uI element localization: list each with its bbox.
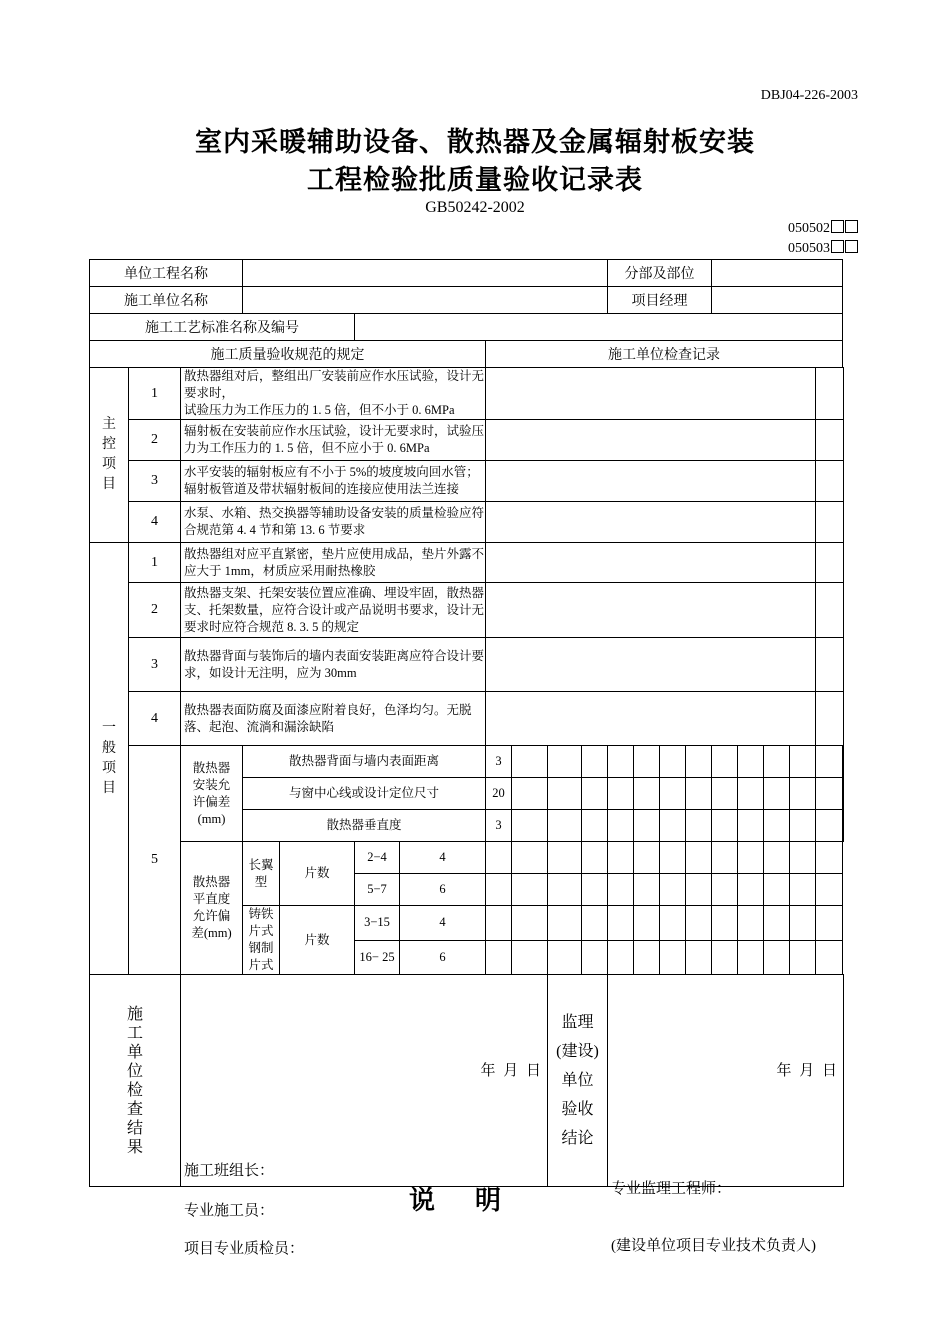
main-item-text: 水泵、水箱、热交换器等辅助设备安装的质量检验应符合规范第 4. 4 节和第 13. 6 节要求: [181, 502, 486, 543]
measure-cell[interactable]: [843, 746, 844, 778]
measure-cell[interactable]: [843, 778, 844, 810]
allowed-deviation-value: 6: [400, 874, 486, 906]
deviation-item-label: 散热器垂直度: [243, 810, 486, 842]
measure-cell[interactable]: [512, 906, 548, 941]
measure-cell[interactable]: [548, 746, 582, 778]
main-item-text: 水平安装的辐射板应有不小于 5%的坡度坡向回水管；辐射板管道及带状辐射板间的连接应使用法兰连接: [181, 461, 486, 502]
measure-cell[interactable]: [486, 842, 512, 874]
measure-cell[interactable]: [686, 940, 712, 975]
measure-cell[interactable]: [738, 746, 764, 778]
general-item-no: 3: [129, 638, 181, 692]
measure-cell[interactable]: [634, 874, 660, 906]
general-item-record[interactable]: [486, 692, 816, 746]
sub-division-field[interactable]: [712, 260, 843, 287]
pieces-range: 3−15: [355, 906, 400, 941]
measure-cell[interactable]: [816, 842, 843, 874]
measure-cell[interactable]: [712, 778, 738, 810]
project-manager-label: 项目经理: [608, 287, 712, 314]
install-deviation-label: 散热器 安装允 许偏差 (mm): [181, 746, 243, 842]
qc-label: 项目专业质检员：: [184, 1240, 305, 1257]
measure-cell[interactable]: [548, 906, 582, 941]
measure-cell[interactable]: [660, 746, 686, 778]
allowed-deviation-value: 6: [400, 940, 486, 975]
measure-cell[interactable]: [764, 874, 790, 906]
measure-cell[interactable]: [608, 778, 634, 810]
measure-cell[interactable]: [790, 778, 816, 810]
label-char: 果: [126, 1138, 143, 1156]
measure-cell[interactable]: [816, 874, 843, 906]
measure-cell[interactable]: [738, 778, 764, 810]
main-item-record[interactable]: [486, 502, 816, 543]
label-line: 单位: [561, 1072, 594, 1089]
label-char: 位: [126, 1062, 143, 1080]
general-item-record[interactable]: [486, 583, 816, 638]
measure-cell[interactable]: [608, 940, 634, 975]
label-line: 监理: [561, 1014, 594, 1031]
measure-cell[interactable]: [686, 842, 712, 874]
general-item-text: 散热器支架、托架安装位置应准确、埋设牢固，散热器支、托架数量，应符合设计或产品说明书要求，设计无要求时应符合规范 8. 3. 5 的规定: [181, 583, 486, 638]
spec-column-header: 施工质量验收规范的规定: [90, 341, 486, 368]
project-manager-field[interactable]: [712, 287, 843, 314]
general-item-result[interactable]: [816, 692, 844, 746]
general-items-group-label: [90, 543, 129, 975]
measure-cell[interactable]: [764, 810, 790, 842]
general-item-result[interactable]: [816, 638, 844, 692]
measure-cell[interactable]: [712, 746, 738, 778]
label-line: (建设): [556, 1043, 599, 1060]
main-item-record[interactable]: [486, 461, 816, 502]
main-item-result[interactable]: [816, 461, 844, 502]
deviation-item-label: 与窗中心线或设计定位尺寸: [243, 778, 486, 810]
label-line: 验收: [561, 1101, 594, 1118]
process-standard-label: 施工工艺标准名称及编号: [90, 314, 355, 341]
measure-cell[interactable]: [712, 842, 738, 874]
main-item-result[interactable]: [816, 502, 844, 543]
measure-cell[interactable]: [512, 940, 548, 975]
constructor-label: 施工单位名称: [90, 287, 243, 314]
explanation-title: 说明: [408, 1186, 541, 1215]
process-standard-field[interactable]: [355, 314, 843, 341]
checkbox-square[interactable]: [845, 240, 858, 253]
general-item-result[interactable]: [816, 583, 844, 638]
measure-cell[interactable]: [634, 778, 660, 810]
measure-cell[interactable]: [548, 940, 582, 975]
gb-code: GB50242-2002: [425, 199, 525, 216]
owner-tech-label: (建设单位项目专业技术负责人): [611, 1237, 816, 1254]
measure-cell[interactable]: [816, 906, 843, 941]
form-code-1-text: 050502: [788, 221, 830, 236]
measure-cell[interactable]: [790, 842, 816, 874]
measure-cell[interactable]: [582, 746, 608, 778]
main-items-group-label: [90, 368, 129, 543]
inspection-record-table: [89, 259, 844, 1257]
flatness-deviation-label: 散热器 平直度 允许偏 差(mm): [181, 842, 243, 975]
measure-cell[interactable]: [660, 810, 686, 842]
measure-cell[interactable]: [764, 842, 790, 874]
measure-cell[interactable]: [634, 842, 660, 874]
standard-code: DBJ04-226-2003: [760, 88, 858, 103]
page-title-line1: 室内采暖辅助设备、散热器及金属辐射板安装: [195, 127, 755, 157]
unit-project-label: 单位工程名称: [90, 260, 243, 287]
measure-cell[interactable]: [790, 810, 816, 842]
measure-cell[interactable]: [660, 874, 686, 906]
measure-cell[interactable]: [816, 746, 843, 778]
allowed-deviation-value: 20: [486, 778, 512, 810]
measure-cell[interactable]: [548, 874, 582, 906]
main-item-record[interactable]: [486, 368, 816, 420]
measure-cell[interactable]: [686, 778, 712, 810]
measure-cell[interactable]: [816, 778, 843, 810]
measure-cell[interactable]: [582, 810, 608, 842]
measure-cell[interactable]: [582, 842, 608, 874]
main-item-result[interactable]: [816, 368, 844, 420]
label-char: 查: [126, 1100, 143, 1118]
form-code-2-text: 050503: [788, 241, 830, 256]
measure-cell[interactable]: [790, 746, 816, 778]
group-char: 控: [102, 437, 116, 452]
cast-iron-type-label: 铸铁片式 钢制片式: [243, 906, 280, 975]
general-item-no: 2: [129, 583, 181, 638]
allowed-deviation-value: 3: [486, 810, 512, 842]
measure-cell[interactable]: [486, 906, 512, 941]
checkbox-square[interactable]: [831, 240, 844, 253]
measure-cell[interactable]: [712, 874, 738, 906]
measure-cell[interactable]: [764, 940, 790, 975]
measure-cell[interactable]: [660, 778, 686, 810]
general-item-text: 散热器组对应平直紧密，垫片应使用成品，垫片外露不应大于 1mm，材质应采用耐热橡胶: [181, 543, 486, 583]
pieces-label: 片数: [280, 906, 355, 975]
allowed-deviation-value: 4: [400, 906, 486, 941]
group-char: 项: [102, 457, 116, 472]
measure-cell[interactable]: [582, 778, 608, 810]
general-item-result[interactable]: [816, 543, 844, 583]
general-item-no: 1: [129, 543, 181, 583]
group-char: 主: [102, 417, 116, 432]
pieces-range: 16− 25: [355, 940, 400, 975]
constructor-field[interactable]: [243, 287, 608, 314]
measure-cell[interactable]: [634, 746, 660, 778]
page-title-line2: 工程检验批质量验收记录表: [307, 165, 643, 195]
measure-cell[interactable]: [660, 842, 686, 874]
label-char: 工: [126, 1024, 143, 1042]
measure-cell[interactable]: [608, 906, 634, 941]
measure-cell[interactable]: [712, 906, 738, 941]
measure-cell[interactable]: [816, 940, 843, 975]
measure-cell[interactable]: [764, 778, 790, 810]
measure-cell[interactable]: [738, 842, 764, 874]
main-item-no: 1: [129, 368, 181, 420]
measure-cell[interactable]: [712, 810, 738, 842]
measure-cell[interactable]: [634, 810, 660, 842]
general-item-no: 5: [129, 746, 181, 975]
main-item-text: 辐射板在安装前应作水压试验，设计无要求时，试验压力为工作压力的 1. 5 倍，但不应小于 0. 6MPa: [181, 420, 486, 461]
label-char: 结: [126, 1119, 143, 1137]
record-column-header: 施工单位检查记录: [486, 341, 843, 368]
measure-cell[interactable]: [486, 940, 512, 975]
measure-cell[interactable]: [738, 906, 764, 941]
label-char: 检: [126, 1081, 143, 1099]
main-item-result[interactable]: [816, 420, 844, 461]
measure-cell[interactable]: [790, 906, 816, 941]
unit-project-field[interactable]: [243, 260, 608, 287]
constructor-result-label: [90, 975, 181, 1187]
worker-label: 专业施工员：: [184, 1202, 275, 1219]
label-char: 单: [126, 1043, 143, 1061]
measure-cell[interactable]: [843, 810, 844, 842]
date-label: 年 月 日: [776, 1062, 839, 1079]
form-code-2: [788, 240, 858, 257]
measure-cell[interactable]: [738, 940, 764, 975]
checkbox-square[interactable]: [831, 220, 844, 233]
measure-cell[interactable]: [548, 842, 582, 874]
pieces-label: 片数: [280, 842, 355, 906]
measure-cell[interactable]: [816, 810, 843, 842]
supervisor-result-label: [548, 975, 608, 1187]
measure-cell[interactable]: [790, 940, 816, 975]
main-item-record[interactable]: [486, 420, 816, 461]
measure-cell[interactable]: [686, 746, 712, 778]
measure-cell[interactable]: [582, 874, 608, 906]
deviation-item-label: 散热器背面与墙内表面距离: [243, 746, 486, 778]
label-line: 结论: [561, 1130, 594, 1147]
group-char: 目: [102, 780, 116, 796]
checkbox-square[interactable]: [845, 220, 858, 233]
measure-cell[interactable]: [608, 842, 634, 874]
measure-cell[interactable]: [548, 778, 582, 810]
measure-cell[interactable]: [582, 906, 608, 941]
group-char: 一: [102, 720, 116, 736]
measure-cell[interactable]: [512, 874, 548, 906]
measure-cell[interactable]: [764, 906, 790, 941]
supervisor-engineer-label: 专业监理工程师：: [611, 1180, 732, 1197]
general-item-text: 散热器背面与装饰后的墙内表面安装距离应符合设计要求，如设计无注明，应为 30mm: [181, 638, 486, 692]
general-item-record[interactable]: [486, 638, 816, 692]
measure-cell[interactable]: [512, 746, 548, 778]
measure-cell[interactable]: [486, 874, 512, 906]
pieces-range: 5−7: [355, 874, 400, 906]
measure-cell[interactable]: [512, 778, 548, 810]
measure-cell[interactable]: [660, 940, 686, 975]
measure-cell[interactable]: [790, 874, 816, 906]
measure-cell[interactable]: [764, 746, 790, 778]
date-label: 年 月 日: [480, 1062, 543, 1079]
form-code-1: [788, 220, 858, 237]
measure-cell[interactable]: [686, 810, 712, 842]
measure-cell[interactable]: [512, 810, 548, 842]
general-item-text: 散热器表面防腐及面漆应附着良好，色泽均匀。无脱落、起泡、流淌和漏涂缺陷: [181, 692, 486, 746]
group-char: 般: [102, 740, 116, 756]
general-item-record[interactable]: [486, 543, 816, 583]
measure-cell[interactable]: [582, 940, 608, 975]
main-item-no: 2: [129, 420, 181, 461]
measure-cell[interactable]: [608, 746, 634, 778]
measure-cell[interactable]: [738, 874, 764, 906]
measure-cell[interactable]: [634, 906, 660, 941]
measure-cell[interactable]: [686, 906, 712, 941]
group-char: 项: [102, 760, 116, 776]
measure-cell[interactable]: [738, 810, 764, 842]
allowed-deviation-value: 3: [486, 746, 512, 778]
main-item-text: 散热器组对后，整组出厂安装前应作水压试验，设计无要求时， 试验压力为工作压力的 1. 5 倍，但不小于 0. 6MPa: [181, 368, 486, 420]
measure-cell[interactable]: [608, 810, 634, 842]
measure-cell[interactable]: [634, 940, 660, 975]
label-char: 施: [126, 1005, 143, 1023]
measure-cell[interactable]: [608, 874, 634, 906]
group-char: 目: [102, 477, 116, 492]
team-leader-label: 施工班组长：: [184, 1162, 275, 1179]
supervisor-result-cell[interactable]: [608, 975, 844, 1254]
pieces-range: 2−4: [355, 842, 400, 874]
main-item-no: 4: [129, 502, 181, 543]
allowed-deviation-value: 4: [400, 842, 486, 874]
measure-cell[interactable]: [548, 810, 582, 842]
measure-cell[interactable]: [686, 874, 712, 906]
general-item-no: 4: [129, 692, 181, 746]
main-item-no: 3: [129, 461, 181, 502]
measure-cell[interactable]: [512, 842, 548, 874]
sub-division-label: 分部及部位: [608, 260, 712, 287]
measure-cell[interactable]: [660, 906, 686, 941]
measure-cell[interactable]: [712, 940, 738, 975]
long-wing-type-label: 长翼型: [243, 842, 280, 906]
